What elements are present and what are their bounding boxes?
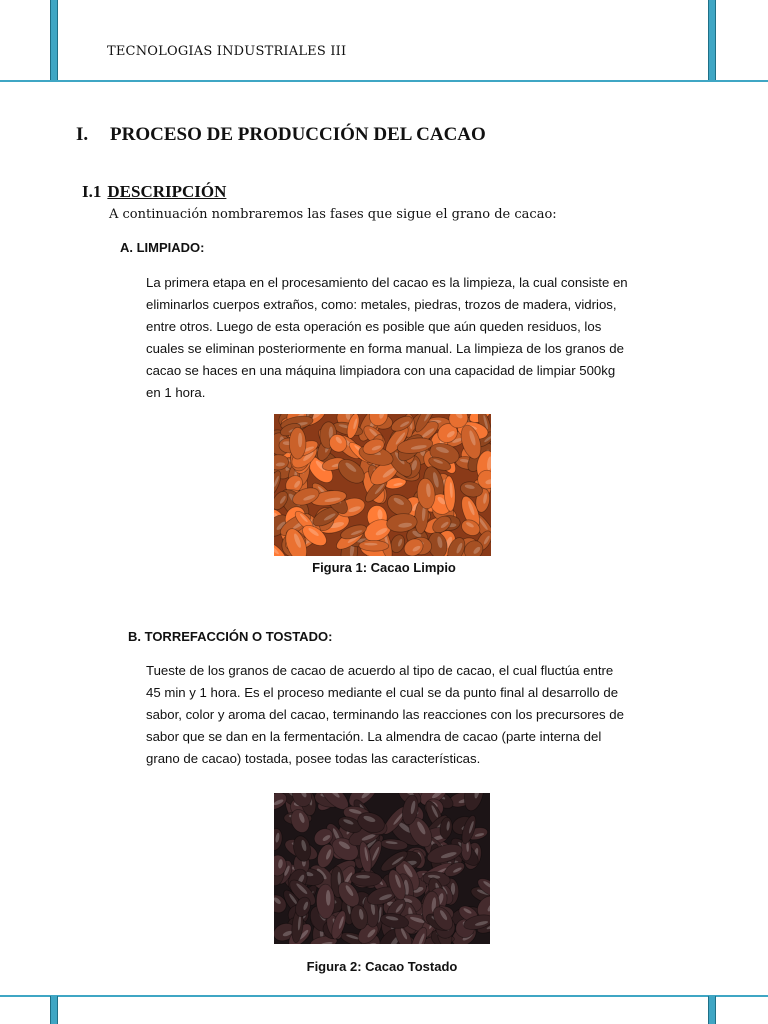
paragraph-line: cacao se haces en una máquina limpiadora con una capacidad de limpiar 500kg: [146, 363, 616, 378]
section-heading: [76, 124, 486, 146]
cacao-bean: [350, 871, 381, 886]
step-a-paragraph: [146, 272, 658, 404]
paragraph-line: Tueste de los granos de cacao de acuerdo al tipo de cacao, el cual fluctúa entre: [146, 663, 614, 678]
step-b-paragraph: [146, 660, 658, 770]
subsection-heading: [82, 182, 226, 202]
paragraph-line: en 1 hora.: [146, 385, 206, 400]
paragraph-line: eliminarlos cuerpos extraños, como: metales, piedras, trozos de madera, vidrios,: [146, 297, 617, 312]
paragraph-line: sabor, color y aroma del cacao, terminando las reacciones con los precursores de: [146, 707, 624, 722]
cacao-bean: [289, 427, 306, 459]
figure-2-caption: Figura 2: Cacao Tostado: [306, 959, 458, 974]
bean-highlight: [298, 433, 302, 447]
paragraph-line: cuales se eliminan posteriormente en forma manual. La limpieza de los granos de: [146, 341, 624, 356]
header-right-bar: [708, 0, 716, 80]
footer-left-bar: [50, 996, 58, 1024]
clean-cacao-photo: [274, 414, 491, 556]
paragraph-line: La primera etapa en el procesamiento del cacao es la limpieza, la cual consiste en: [146, 275, 628, 290]
paragraph-line: entre otros. Luego de esta operación es posible que aún queden residuos, los: [146, 319, 602, 334]
section-title: PROCESO DE PRODUCCIÓN DEL CACAO: [110, 124, 486, 145]
paragraph-line: 45 min y 1 hora. Es el proceso mediante el cual se da punto final al desarrollo de: [146, 685, 619, 700]
step-a-heading: A. LIMPIADO:: [120, 240, 205, 255]
clean-cacao-beans: [274, 414, 491, 556]
figure-1-caption: Figura 1: Cacao Limpio: [312, 560, 456, 575]
subsection-title: DESCRIPCIÓN: [107, 182, 227, 201]
paragraph-line: grano de cacao) tostada, posee todas las características.: [146, 751, 481, 766]
roasted-cacao-beans: [274, 793, 490, 944]
step-b-heading: B. TORREFACCIÓN O TOSTADO:: [128, 629, 333, 644]
subsection-intro: A continuación nombraremos las fases que sigue el grano de cacao:: [109, 207, 557, 222]
subsection-number: I.1: [82, 182, 102, 201]
roasted-cacao-photo: [274, 793, 490, 944]
section-number: I.: [76, 124, 89, 145]
header-left-bar: [50, 0, 58, 80]
paragraph-line: sabor que se dan en la fermentación. La almendra de cacao (parte interna del: [146, 729, 602, 744]
cacao-bean: [316, 884, 335, 919]
header-rule: [0, 80, 768, 82]
header-title: TECNOLOGIAS INDUSTRIALES III: [107, 44, 347, 59]
footer-right-bar: [708, 996, 716, 1024]
footer-rule: [0, 995, 768, 997]
cacao-bean: [359, 540, 389, 551]
